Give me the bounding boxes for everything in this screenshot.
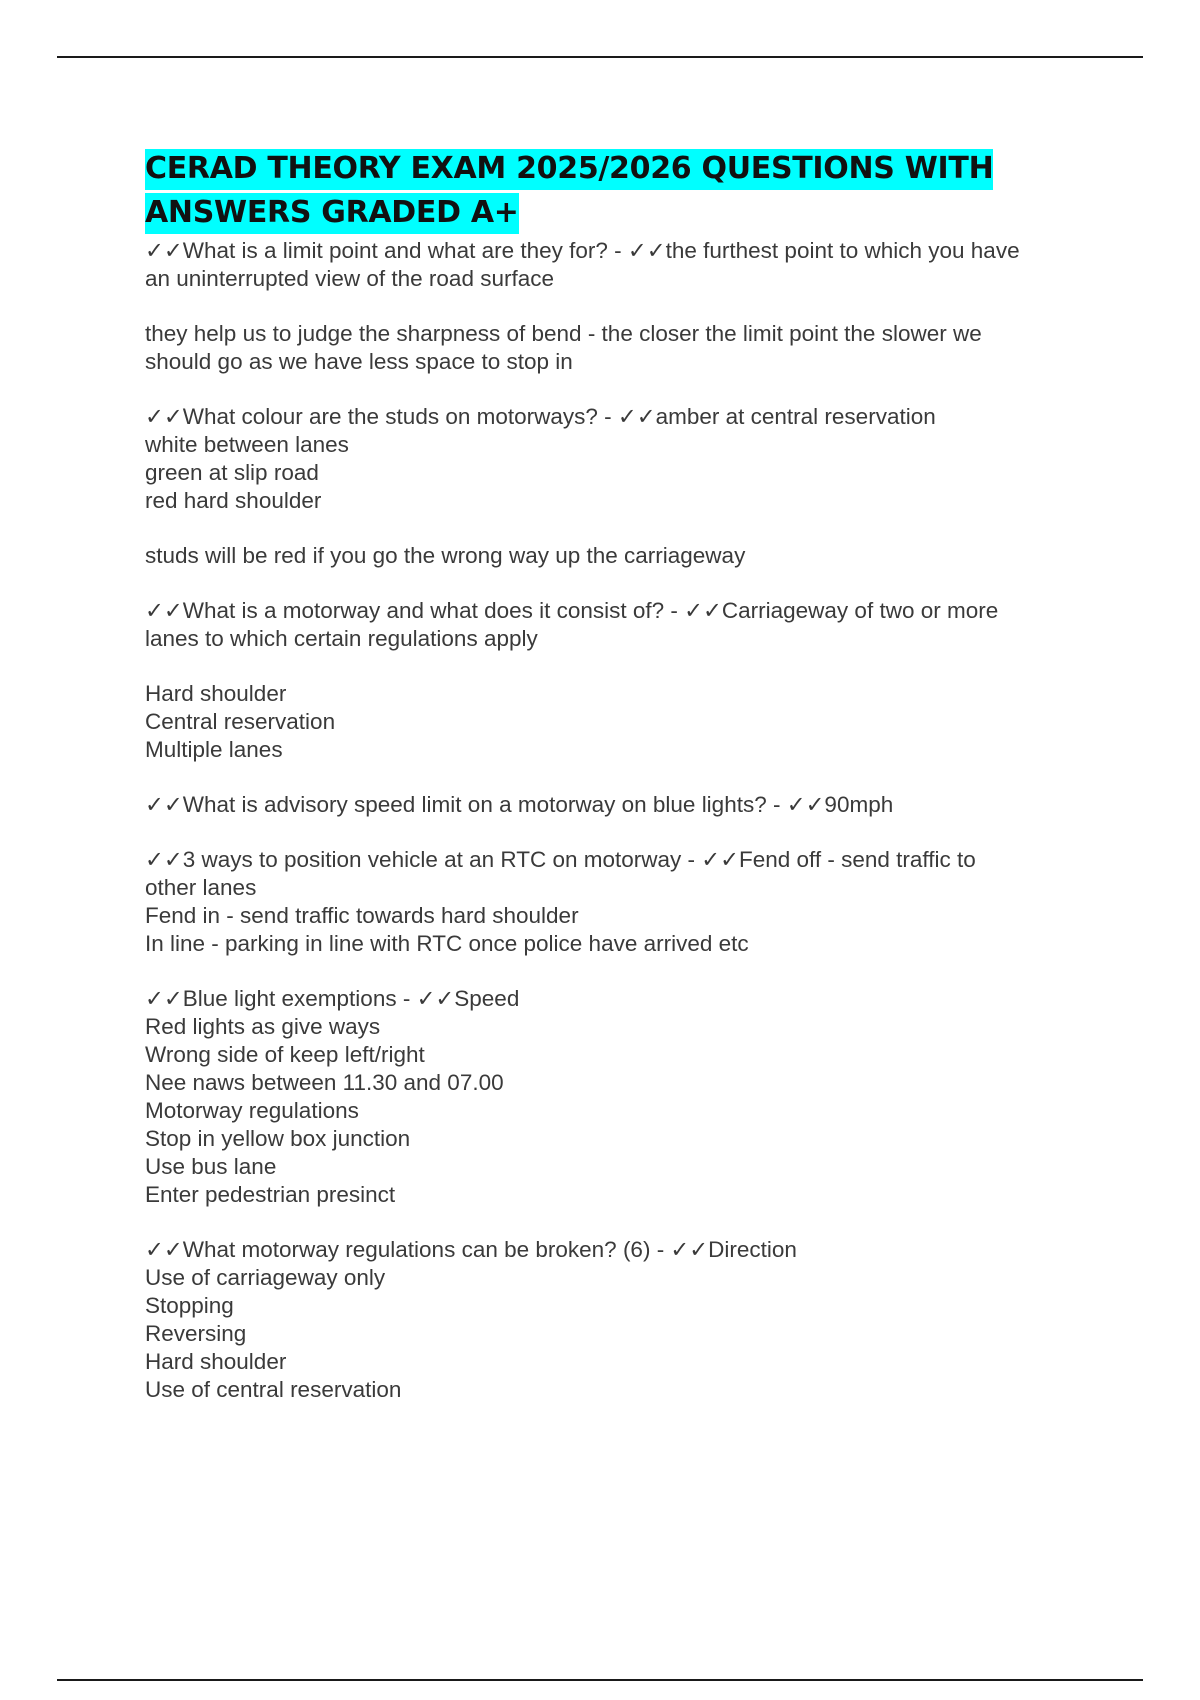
qa-block-9 (145, 985, 1095, 1209)
text-line: lanes to which certain regulations apply (145, 626, 538, 651)
text-line: Motorway regulations (145, 1098, 359, 1123)
text-line: Nee naws between 11.30 and 07.00 (145, 1070, 504, 1095)
text-line: white between lanes (145, 432, 349, 457)
qa-block-8 (145, 846, 1095, 958)
text-line: an uninterrupted view of the road surface (145, 266, 554, 291)
text-line: Enter pedestrian presinct (145, 1182, 396, 1207)
text-line: other lanes (145, 875, 257, 900)
text-line: ✓✓What is a motorway and what does it consist of? - ✓✓Carriageway of two or more (145, 598, 999, 623)
text-line: ✓✓What is a limit point and what are they for? - ✓✓the furthest point to which you have (145, 238, 1020, 263)
top-rule (57, 56, 1143, 58)
text-line: should go as we have less space to stop in (145, 349, 573, 374)
text-line: Wrong side of keep left/right (145, 1042, 425, 1067)
text-line: green at slip road (145, 460, 319, 485)
text-line: Reversing (145, 1321, 247, 1346)
text-line: red hard shoulder (145, 488, 322, 513)
qa-block-2 (145, 320, 1095, 376)
text-line: ✓✓What colour are the studs on motorways? - ✓✓amber at central reservation (145, 404, 936, 429)
text-line: Multiple lanes (145, 737, 283, 762)
text-line: Fend in - send traffic towards hard shoulder (145, 903, 579, 928)
text-line: Use of central reservation (145, 1377, 402, 1402)
text-line: Use of carriageway only (145, 1265, 386, 1290)
text-line: Central reservation (145, 709, 336, 734)
text-line: ✓✓What is advisory speed limit on a motorway on blue lights? - ✓✓90mph (145, 792, 894, 817)
qa-block-3 (145, 403, 1095, 515)
text-line: ✓✓Blue light exemptions - ✓✓Speed (145, 986, 520, 1011)
text-line: ✓✓3 ways to position vehicle at an RTC on motorway - ✓✓Fend off - send traffic to (145, 847, 976, 872)
text-line: Red lights as give ways (145, 1014, 381, 1039)
qa-block-10 (145, 1236, 1095, 1404)
text-line: Use bus lane (145, 1154, 277, 1179)
qa-block-7 (145, 791, 1095, 819)
text-line: Hard shoulder (145, 681, 287, 706)
document-body (145, 147, 1095, 1404)
qa-block-1 (145, 237, 1095, 293)
qa-block-5 (145, 597, 1095, 653)
text-line: ✓✓What motorway regulations can be broken? (6) - ✓✓Direction (145, 1237, 797, 1262)
text-line: Stop in yellow box junction (145, 1126, 411, 1151)
qa-block-4 (145, 542, 1095, 570)
text-line: Hard shoulder (145, 1349, 287, 1374)
text-line: In line - parking in line with RTC once police have arrived etc (145, 931, 749, 956)
title-highlight: CERAD THEORY EXAM 2025/2026 QUESTIONS WITH ANSWERS GRADED A+ (145, 149, 993, 234)
bottom-rule (57, 1679, 1143, 1681)
text-line: they help us to judge the sharpness of bend - the closer the limit point the slower we (145, 321, 982, 346)
document-title (145, 147, 1095, 235)
text-line: Stopping (145, 1293, 234, 1318)
qa-block-6 (145, 680, 1095, 764)
text-line: studs will be red if you go the wrong way up the carriageway (145, 543, 746, 568)
